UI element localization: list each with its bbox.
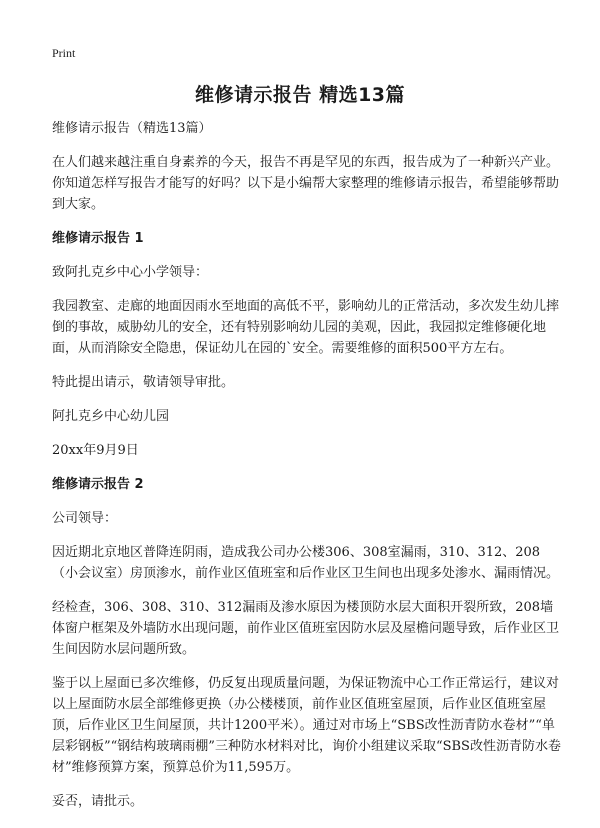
report1-body: 我园教室、走廊的地面因雨水至地面的高低不平，影响幼儿的正常活动，多次发生幼儿摔倒的事故，威胁幼儿的安全，还有特别影响幼儿园的美观，因此，我园拟定维修硬化地面，从而消除安全隐患，保证幼儿在园的`安全。需要维修的面积500平方左右。 [52,299,560,356]
report1-signature: 阿扎克乡中心幼儿园 [52,409,170,424]
print-link[interactable]: Print [52,46,76,60]
document-body [52,118,562,825]
report2-para3: 鉴于以上屋面已多次维修，仍反复出现质量问题，为保证物流中心工作正常运行，建议对以上屋面防水层全部维修更换（办公楼楼顶，前作业区值班室屋顶，后作业区值班室屋顶，后作业区卫生间屋顶，共计1200平米）。通过对市场上“SBS改性沥青防水卷材”“单层彩钢板”“钢结构玻璃雨棚”三种防水材料对比，询价小组建议采取“SBS改性沥青防水卷材”维修预算方案，预算总价为11,595万。 [52,676,561,775]
document-subtitle: 维修请示报告（精选13篇） [52,121,212,136]
report1-date: 20xx年9月9日 [52,443,139,458]
intro-paragraph: 在人们越来越注重自身素养的今天，报告不再是罕见的东西，报告成为了一种新兴产业。你知道怎样写报告才能写的好吗？以下是小编帮大家整理的维修请示报告，希望能够帮助到大家。 [52,155,560,212]
report1-request: 特此提出请示，敬请领导审批。 [52,375,235,390]
report2-salutation: 公司领导： [52,511,118,526]
report1-salutation: 致阿扎克乡中心小学领导： [52,265,209,280]
page-title: 维修请示报告 精选13篇 [194,84,406,106]
report2-heading: 维修请示报告 2 [52,477,144,492]
report1-heading: 维修请示报告 1 [52,231,144,246]
report2-para2: 经检查，306、308、310、312漏雨及渗水原因为楼顶防水层大面积开裂所致，208墙体窗户框架及外墙防水出现问题，前作业区值班室因防水层及屋檐问题导致，后作业区卫生间因防水层问题所致。 [52,600,560,657]
report2-closing: 妥否，请批示。 [52,794,144,809]
report2-para1: 因近期北京地区普降连阴雨，造成我公司办公楼306、308室漏雨，310、312、208（小会议室）房顶渗水，前作业区值班室和后作业区卫生间也出现多处渗水、漏雨情况。 [52,545,560,581]
